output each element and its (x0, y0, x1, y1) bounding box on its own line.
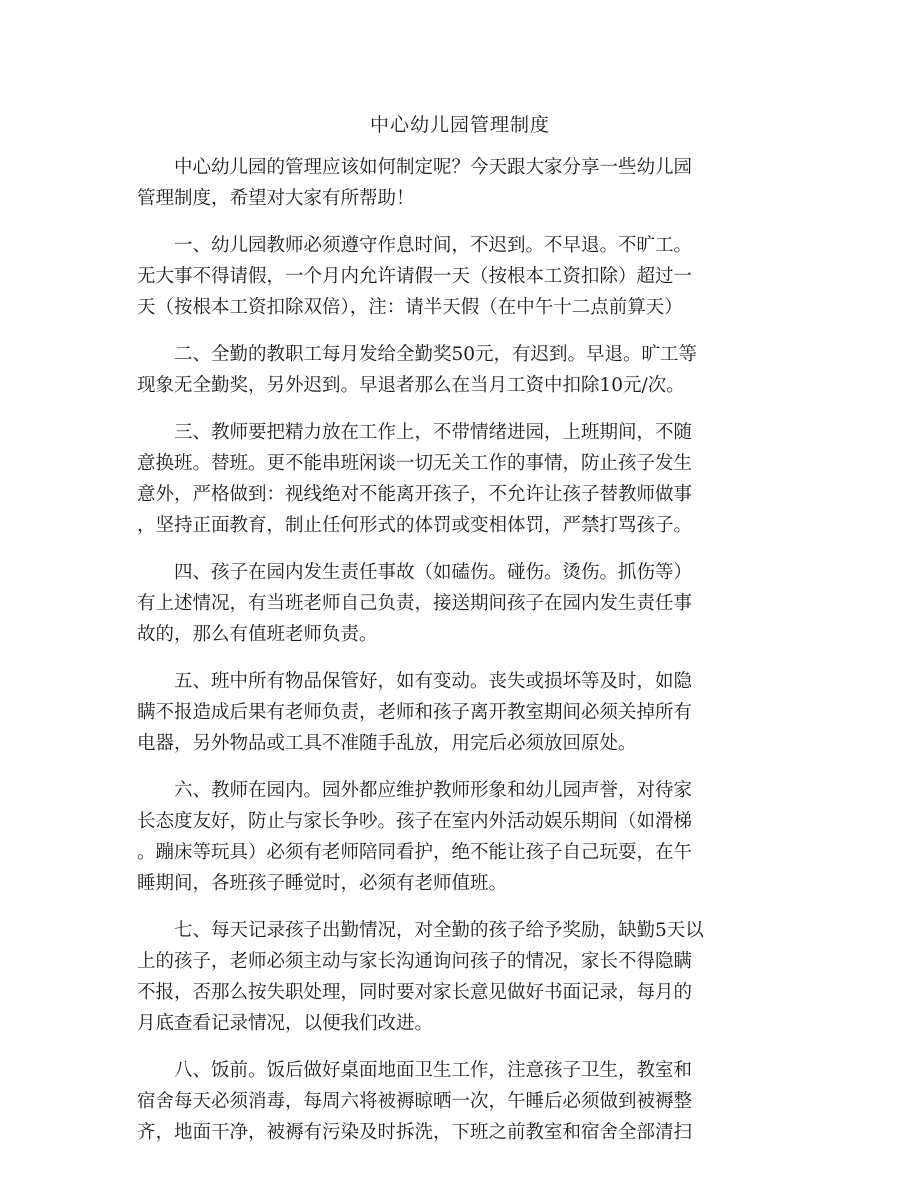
rule-paragraph-5 (137, 666, 777, 759)
paragraph-line: 天（按根本工资扣除双倍），注：请半天假（在中午十二点前算天） (137, 297, 683, 318)
paragraph-line: 六、教师在园内。园外都应维护教师形象和幼儿园声誉，对待家 (174, 780, 693, 801)
paragraph-line: 长态度友好，防止与家长争吵。孩子在室内外活动娱乐期间（如滑梯 (137, 811, 693, 832)
paragraph-line: 无大事不得请假，一个月内允许请假一天（按根本工资扣除）超过一 (137, 266, 693, 287)
paragraph-line: 意换班。替班。更不能串班闲谈一切无关工作的事情，防止孩子发生 (137, 453, 693, 474)
paragraph-line: 。蹦床等玩具）必须有老师陪同看护，绝不能让孩子自己玩耍，在午 (137, 842, 693, 863)
paragraph-line: 现象无全勤奖，另外迟到。早退者那么在当月工资中扣除10元/次。 (137, 375, 685, 396)
paragraph-line: 月底查看记录情况，以便我们改进。 (137, 1013, 434, 1034)
rule-paragraph-8 (137, 1055, 777, 1148)
document-body (137, 152, 777, 1164)
paragraph-line: 意外，严格做到：视线绝对不能离开孩子，不允许让孩子替教师做事 (137, 484, 693, 505)
rule-paragraph-3 (137, 417, 777, 541)
rule-paragraph-1 (137, 230, 777, 323)
paragraph-line: 上的孩子，老师必须主动与家长沟通询问孩子的情况，家长不得隐瞒 (137, 951, 693, 972)
paragraph-line: 睡期间，各班孩子睡觉时，必须有老师值班。 (137, 873, 508, 894)
paragraph-line: 不报，否那么按失职处理，同时要对家长意见做好书面记录，每月的 (137, 982, 693, 1003)
paragraph-line: ，坚持正面教育，制止任何形式的体罚或变相体罚，严禁打骂孩子。 (137, 515, 693, 536)
paragraph-line: 齐，地面干净，被褥有污染及时拆洗，下班之前教室和宿舍全部清扫 (137, 1122, 693, 1143)
paragraph-line: 三、教师要把精力放在工作上，不带情绪进园，上班期间，不随 (174, 422, 693, 443)
paragraph-line: 故的，那么有值班老师负责。 (137, 624, 378, 645)
paragraph-line: 七、每天记录孩子出勤情况，对全勤的孩子给予奖励，缺勤5天以 (174, 920, 704, 941)
rule-paragraph-7 (137, 915, 777, 1039)
paragraph-line: 中心幼儿园的管理应该如何制定呢？今天跟大家分享一些幼儿园 (174, 157, 693, 178)
paragraph-line: 八、饭前。饭后做好桌面地面卫生工作，注意孩子卫生，教室和 (174, 1060, 693, 1081)
paragraph-line: 电器，另外物品或工具不准随手乱放，用完后必须放回原处。 (137, 733, 637, 754)
paragraph-line: 二、全勤的教职工每月发给全勤奖50元，有迟到。早退。旷工等 (174, 344, 698, 365)
rule-paragraph-2 (137, 339, 777, 401)
paragraph-line: 一、幼儿园教师必须遵守作息时间，不迟到。不早退。不旷工。 (174, 235, 693, 256)
paragraph-line: 五、班中所有物品保管好，如有变动。丧失或损坏等及时，如隐 (174, 671, 693, 692)
paragraph-line: 宿舍每天必须消毒，每周六将被褥晾晒一次，午睡后必须做到被褥整 (137, 1091, 693, 1112)
document-title: 中心幼儿园管理制度 (369, 114, 550, 136)
paragraph-line: 四、孩子在园内发生责任事故（如磕伤。碰伤。烫伤。抓伤等） (174, 562, 693, 583)
intro-paragraph (137, 152, 777, 214)
paragraph-line: 瞒不报造成后果有老师负责，老师和孩子离开教室期间必须关掉所有 (137, 702, 693, 723)
paragraph-line: 有上述情况，有当班老师自己负责，接送期间孩子在园内发生责任事 (137, 593, 693, 614)
paragraph-line: 管理制度，希望对大家有所帮助！ (137, 188, 415, 209)
rule-paragraph-4 (137, 557, 777, 650)
rule-paragraph-6 (137, 775, 777, 899)
